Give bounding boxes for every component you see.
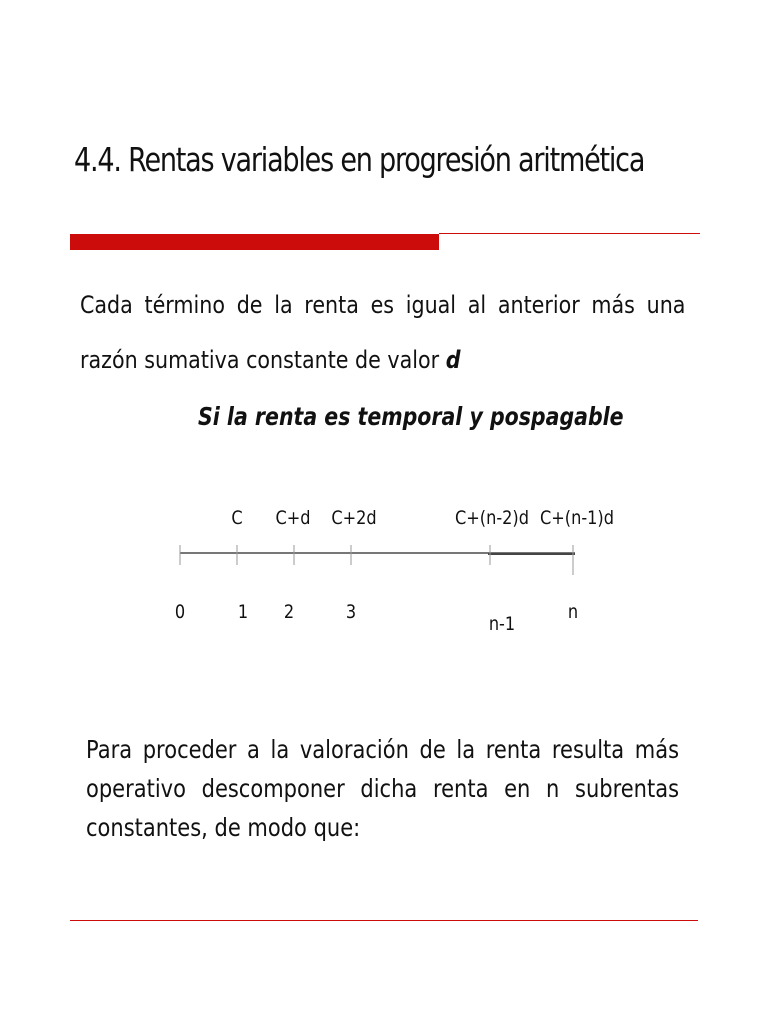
period-label: 0	[174, 601, 186, 624]
period-label: 2	[283, 601, 295, 624]
intro-text: Cada término de la renta es igual al anterior más una razón sumativa constante de valor	[80, 291, 686, 374]
amount-label: C	[231, 507, 243, 530]
period-label: n-1	[488, 613, 516, 636]
amount-label: C+d	[275, 507, 311, 530]
bottom-rule	[70, 920, 698, 921]
timeline-diagram	[0, 490, 768, 650]
amount-label: C+2d	[331, 507, 377, 530]
title-underline-thin	[439, 233, 700, 234]
amount-label: C+(n-2)d	[455, 507, 529, 530]
subheading: Si la renta es temporal y pospagable	[198, 402, 624, 431]
intro-paragraph	[80, 278, 685, 388]
slide-title: 4.4. Rentas variables en progresión aritmética	[74, 140, 645, 179]
period-label: n	[567, 601, 579, 624]
intro-variable: d	[445, 346, 461, 374]
period-label: 1	[237, 601, 249, 624]
amount-label: C+(n-1)d	[540, 507, 614, 530]
title-underline-thick	[70, 234, 439, 250]
conclusion-paragraph: Para proceder a la valoración de la renta resulta más operativo descomponer dicha renta en n subrentas constantes, de modo que:	[86, 735, 680, 842]
period-label: 3	[345, 601, 357, 624]
